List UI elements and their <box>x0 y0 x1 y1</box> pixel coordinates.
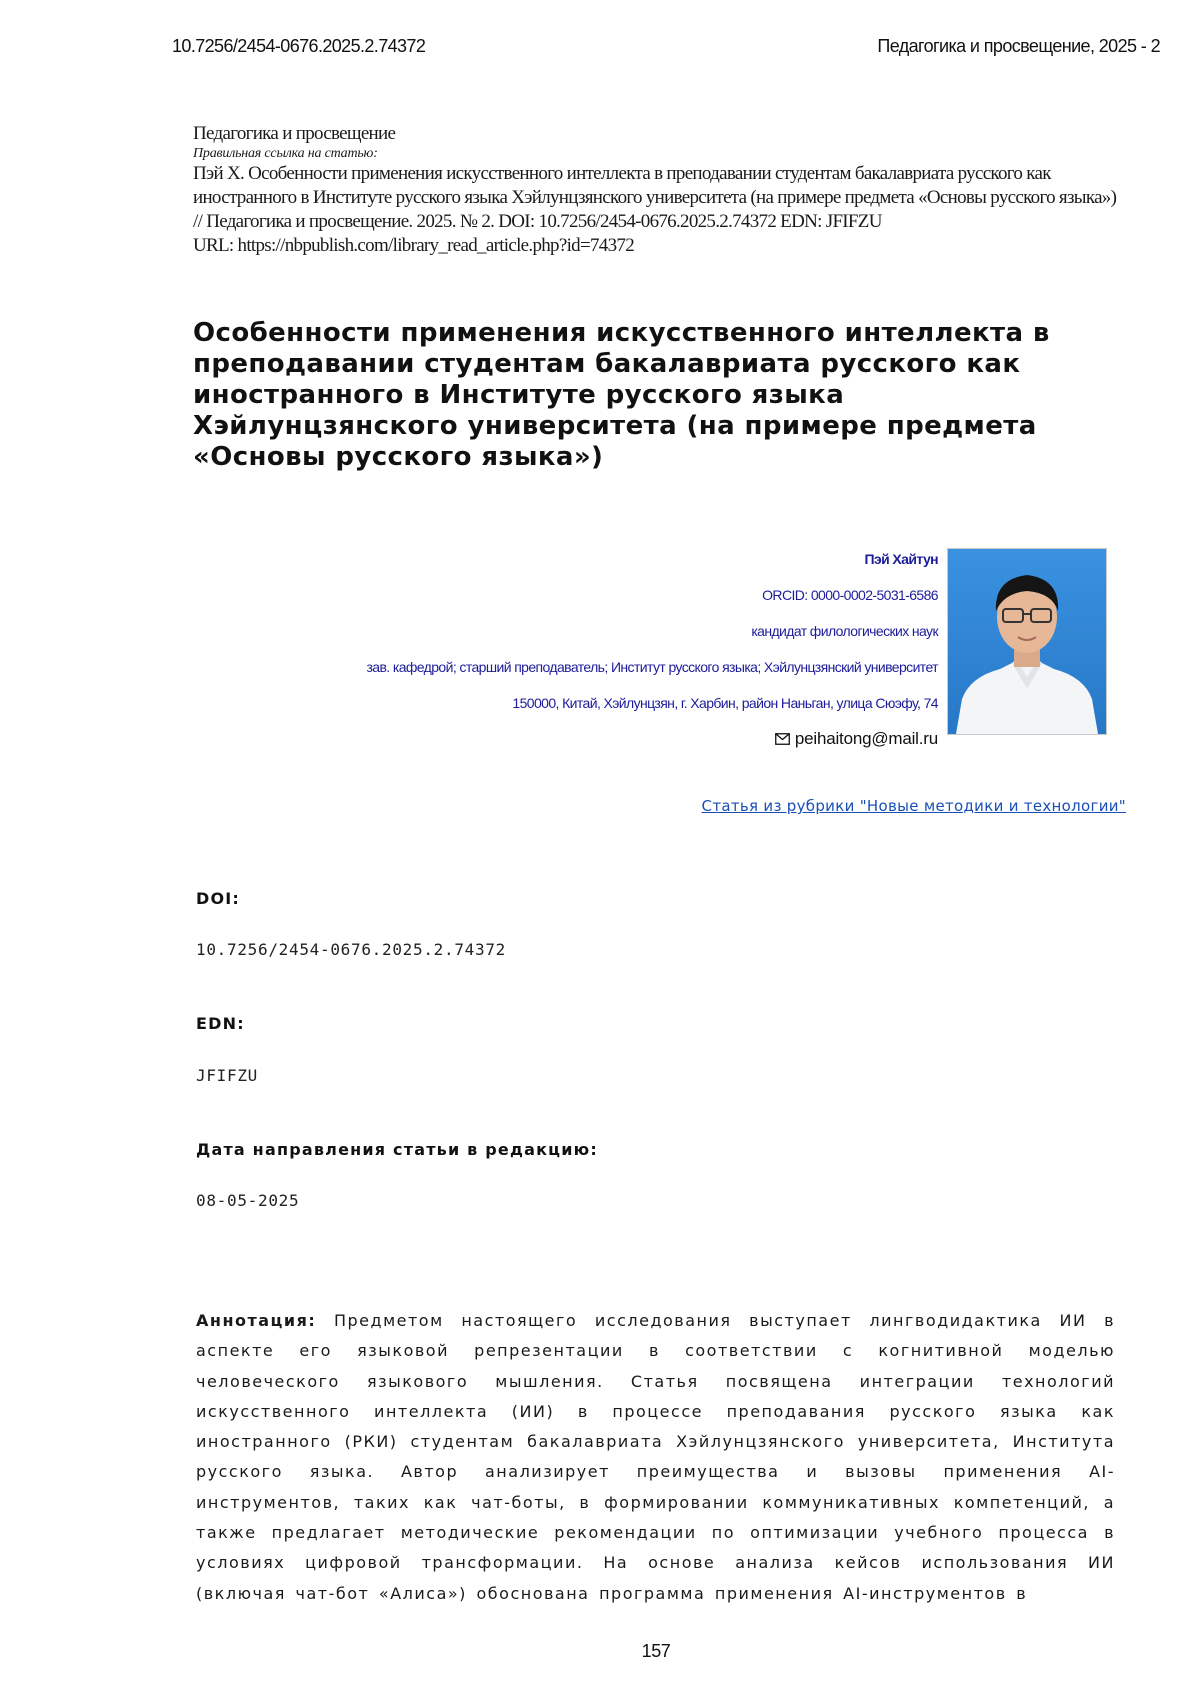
running-header <box>172 36 1160 60</box>
doi-value: 10.7256/2454-0676.2025.2.74372 <box>196 940 506 959</box>
author-name: Пэй Хайтун <box>366 550 938 586</box>
article-title: Особенности применения искусственного интеллекта в преподавании студентам бакалавриата русского как иностранного в Институте русского языка Хэйлунцзянского университета (на примере предмета «Основы русского языка») <box>193 318 1093 473</box>
author-address: 150000, Китай, Хэйлунцзян, г. Харбин, район Наньган, улица Сюэфу, 74 <box>366 694 938 730</box>
author-position: зав. кафедрой; старший преподаватель; Институт русского языка; Хэйлунцзянский университет <box>366 658 938 694</box>
author-email[interactable]: peihaitong@mail.ru <box>795 729 938 748</box>
author-orcid[interactable]: ORCID: 0000-0002-5031-6586 <box>366 586 938 622</box>
author-photo <box>947 548 1107 735</box>
page-number: 157 <box>0 1641 1200 1662</box>
submission-date-value: 08-05-2025 <box>196 1191 299 1210</box>
header-journal-issue: Педагогика и просвещение, 2025 - 2 <box>877 36 1160 57</box>
edn-value: JFIFZU <box>196 1066 258 1085</box>
author-email-row[interactable] <box>366 730 938 766</box>
abstract-text: Предметом настоящего исследования выступает лингводидактика ИИ в аспекте его языковой репрезентации в соответствии с когнитивной моделью человеческого языкового мышления. Статья посвящена интеграции технологий искусственного интеллекта (ИИ) в процессе преподавания русского языка как иностранного (РКИ) студентам бакалавриата Хэйлунцзянского университета, Института русского языка. Автор анализирует преимущества и вызовы применения AI-инструментов, таких как чат-боты, в формировании коммуникативных компетенций, а также предлагает методические рекомендации по оптимизации учебного процесса в условиях цифровой трансформации. На основе анализа кейсов использования ИИ (включая чат-бот «Алиса») обоснована программа применения AI-инструментов в <box>196 1311 1115 1603</box>
citation-journal: Педагогика и просвещение <box>193 122 1123 146</box>
author-degree: кандидат филологических наук <box>366 622 938 658</box>
header-doi: 10.7256/2454-0676.2025.2.74372 <box>172 36 425 57</box>
author-portrait-image <box>948 549 1106 734</box>
doi-label: DOI: <box>196 889 240 908</box>
citation-block <box>193 122 1123 258</box>
citation-url[interactable]: URL: https://nbpublish.com/library_read_article.php?id=74372 <box>193 234 1123 258</box>
abstract-label: Аннотация: <box>196 1311 316 1330</box>
author-info <box>366 550 938 766</box>
citation-text: Пэй Х. Особенности применения искусственного интеллекта в преподавании студентам бакалавриата русского как иностранного в Институте русского языка Хэйлунцзянского университета (на примере предмета «Основы русского языка») // Педагогика и просвещение. 2025. № 2. DOI: 10.7256/2454-0676.2025.2.74372 EDN: JFIFZU <box>193 162 1123 234</box>
edn-label: EDN: <box>196 1014 245 1033</box>
rubric-link[interactable]: Статья из рубрики "Новые методики и технологии" <box>702 797 1126 815</box>
submission-date-label: Дата направления статьи в редакцию: <box>196 1140 598 1159</box>
abstract <box>196 1306 1115 1609</box>
envelope-icon <box>775 731 790 749</box>
citation-label: Правильная ссылка на статью: <box>193 146 1123 162</box>
